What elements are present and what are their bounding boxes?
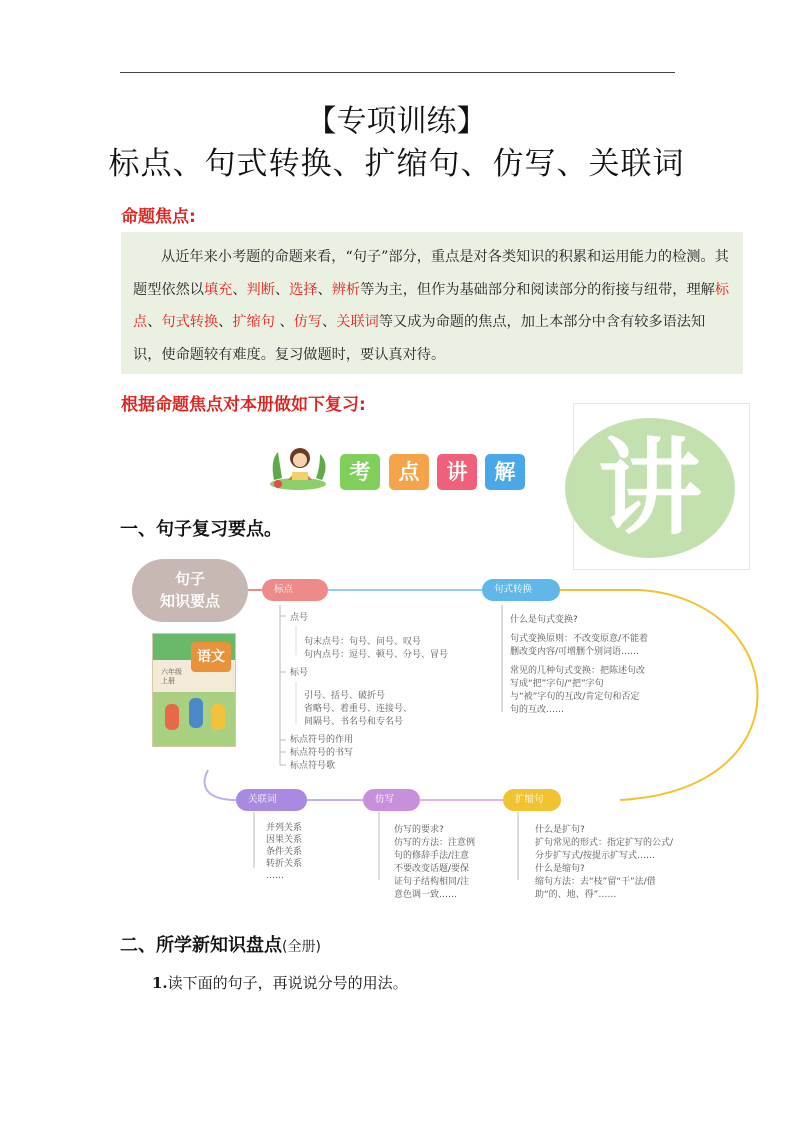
n2-c3: 与“被”字句的互改/肯定句和否定	[510, 692, 640, 702]
n1-c: 标号	[290, 668, 309, 678]
n2-c2: 写成“把”字句/“把”字句	[510, 679, 604, 689]
mindmap-center-label: 句子 知识要点	[159, 570, 220, 610]
keyword: 句式转换	[161, 314, 219, 330]
keyword: 辨析	[331, 281, 361, 298]
keyword: 标点	[133, 281, 730, 330]
textbook-grade: 六年级 上册	[161, 668, 182, 685]
n3-a3: 分步扩写式/按提示扩写式……	[535, 851, 656, 861]
n1-e2: 标点符号的书写	[290, 748, 354, 758]
focus-heading: 命题焦点:	[121, 207, 196, 227]
n2-a: 什么是句式变换?	[510, 615, 578, 625]
n4-a2: 仿写的方法：注意例	[394, 838, 476, 848]
n5-a2: 因果关系	[266, 835, 303, 845]
item1	[152, 972, 408, 993]
keyword: 仿写	[293, 314, 323, 330]
n2-c4: 句的互改……	[510, 705, 565, 715]
section2-heading-row	[120, 931, 321, 957]
badge-kao: 考	[340, 454, 380, 490]
n3-a5: 缩句方法：去“枝”留“干”法/借	[535, 877, 656, 887]
n1-a: 点号	[290, 613, 309, 623]
page-title-line2: 标点、句式转换、扩缩句、仿写、关联词	[108, 146, 685, 182]
n1-e3: 标点符号歌	[290, 761, 336, 771]
n1-e1: 标点符号的作用	[290, 735, 354, 745]
n4-a5: 证句子结构相同/注	[394, 877, 470, 887]
n2-c1: 常见的几种句式变换：把陈述句改	[510, 666, 646, 676]
n4-a1: 仿写的要求?	[394, 825, 444, 835]
n1-d2: 省略号、着重号、连接号、	[304, 704, 413, 714]
n5-a1: 并列关系	[266, 823, 303, 833]
n3-a4: 什么是缩句?	[535, 864, 585, 874]
n1-b2: 句内点号：逗号、顿号、分号、冒号	[304, 650, 449, 660]
keyword: 关联词	[336, 314, 379, 330]
n5-a5: ……	[266, 871, 284, 881]
badge-jiang: 讲	[437, 454, 477, 490]
keyword: 扩缩句	[232, 314, 275, 330]
n3-a1: 什么是扩句?	[535, 825, 585, 835]
watermark-char: 讲	[597, 427, 702, 549]
node-kuosuo: 扩缩句	[503, 789, 561, 811]
badge-dian: 点	[389, 454, 429, 490]
node-guanlian: 关联词	[236, 789, 307, 811]
keyword: 填充	[203, 281, 233, 298]
textbook-title: 语文	[191, 642, 231, 672]
item1-text: 读下面的句子，再说说分号的用法。	[167, 974, 408, 992]
node-fangxie: 仿写	[363, 789, 420, 811]
n4-a3: 句的修辞手法/注意	[394, 851, 470, 861]
keyword: 判断	[246, 281, 275, 298]
section2-heading: 二、所学新知识盘点	[120, 935, 282, 956]
n4-a6: 意色调一致……	[394, 890, 458, 900]
review-heading: 根据命题焦点对本册做如下复习:	[121, 395, 366, 415]
node-biaodian: 标点	[262, 579, 328, 601]
textbook-cover	[152, 633, 236, 747]
n1-d1: 引号、括号、破折号	[304, 691, 386, 701]
n2-b2: 删改变内容/可增删个别词语……	[510, 647, 640, 657]
n3-a2: 扩句常见的形式：指定扩写的公式/	[535, 838, 674, 848]
n1-b1: 句末点号：句号、问号、叹号	[304, 637, 422, 647]
item1-number: 1.	[152, 974, 168, 992]
node-jushi: 句式转换	[482, 579, 560, 601]
n1-d3: 间隔号、书名号和专名号	[304, 717, 404, 727]
focus-paragraph: 从近年来小考题的命题来看，“句子”部分，重点是对各类知识的积累和运用能力的检测。其题型依然以填充、判断、选择、辨析等为主，但作为基础部分和阅读部分的衔接与纽带，理解标点、句式转换、扩缩句 、仿写、关联词等又成为命题的焦点，加上本部分中含有较多语法知识，使命题较有难度。复习做题时，要认真对待。	[133, 249, 730, 363]
n2-b1: 句式变换原则：不改变原意/不能着	[510, 634, 649, 644]
n3-a6: 助“的、地、得”……	[535, 890, 617, 900]
n5-a3: 条件关系	[266, 847, 303, 857]
keyword: 选择	[289, 281, 318, 298]
badge-jie: 解	[485, 454, 525, 490]
n4-a4: 不要改变话题/要保	[394, 864, 470, 874]
n5-a4: 转折关系	[266, 859, 303, 869]
page-title-line1: 【专项训练】	[306, 104, 487, 139]
section1-heading: 一、句子复习要点。	[120, 519, 282, 540]
section2-note: (全册)	[282, 939, 321, 955]
